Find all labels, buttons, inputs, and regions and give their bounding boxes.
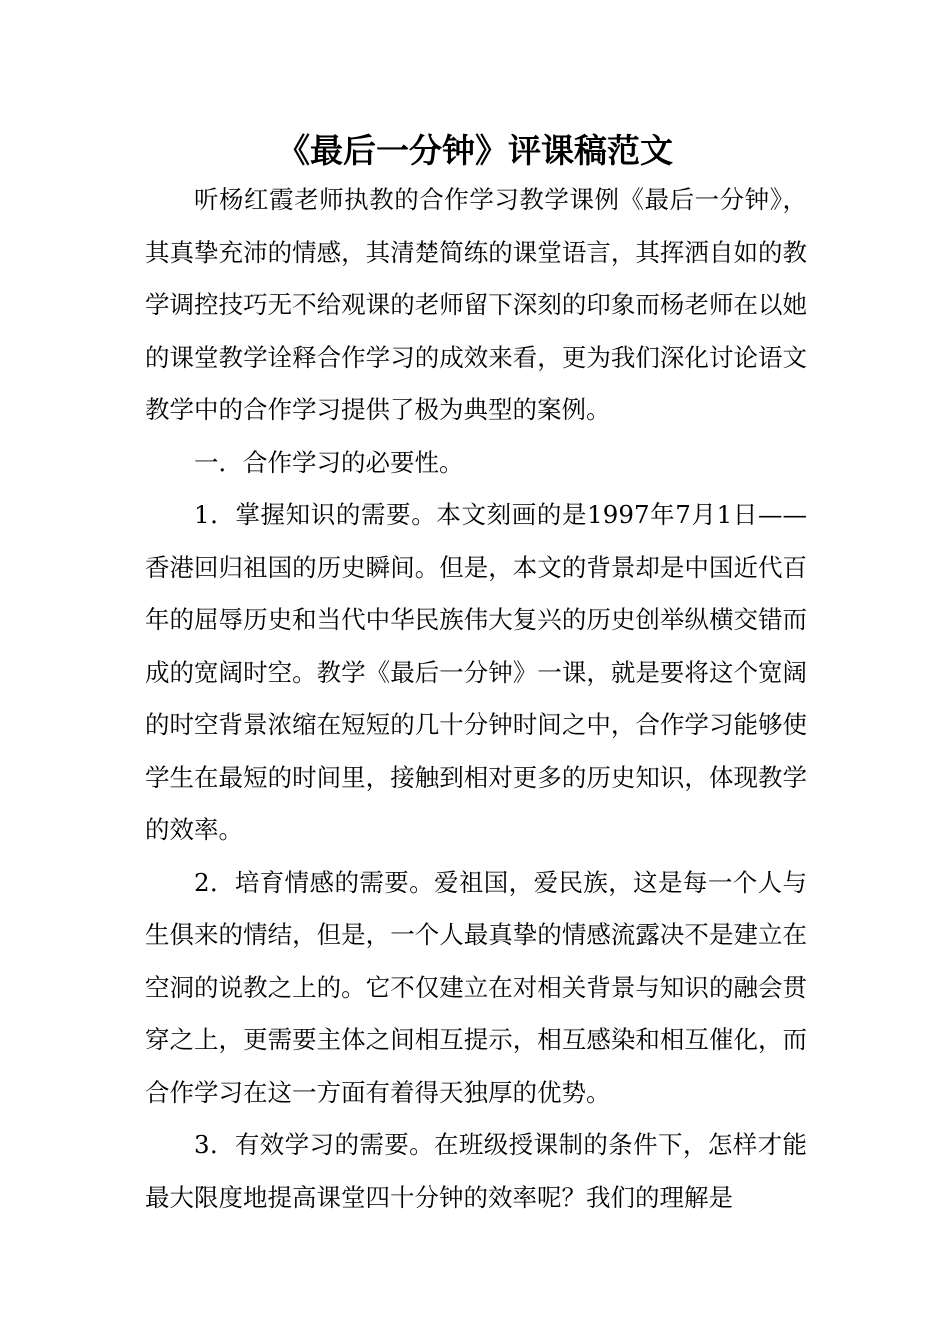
paragraph-intro: 听杨红霞老师执教的合作学习教学课例《最后一分钟》，其真挚充沛的情感，其清楚简练的课堂语言，其挥洒自如的教学调控技巧无不给观课的老师留下深刻的印象而杨老师在以她的课堂教学诠释合作学习的成效来看，更为我们深化讨论语文教学中的合作学习提供了极为典型的案例。 <box>145 185 807 424</box>
paragraph-point-3: 3．有效学习的需要。在班级授课制的条件下，怎样才能最大限度地提高课堂四十分钟的效率呢？我们的理解是 <box>145 1130 807 1212</box>
document-title: 《最后一分钟》评课稿范文 <box>277 131 673 170</box>
paragraph-point-2: 2．培育情感的需要。爱祖国，爱民族，这是每一个人与生俱来的情结，但是，一个人最真挚的情感流露决不是建立在空洞的说教之上的。它不仅建立在对相关背景与知识的融会贯穿之上，更需要主体之间相互提示，相互感染和相互催化，而合作学习在这一方面有着得天独厚的优势。 <box>145 867 807 1107</box>
section-heading-1: 一．合作学习的必要性。 <box>194 447 464 477</box>
paragraph-point-1: 1．掌握知识的需要。本文刻画的是1997年7月1日——香港回归祖国的历史瞬间。但是，本文的背景却是中国近代百年的屈辱历史和当代中华民族伟大复兴的历史创举纵横交错而成的宽阔时空。教学《最后一分钟》一课，就是要将这个宽阔的时空背景浓缩在短短的几十分钟时间之中，合作学习能够使学生在最短的时间里，接触到相对更多的历史知识，体现教学的效率。 <box>145 500 807 844</box>
document-body <box>145 174 807 1224</box>
